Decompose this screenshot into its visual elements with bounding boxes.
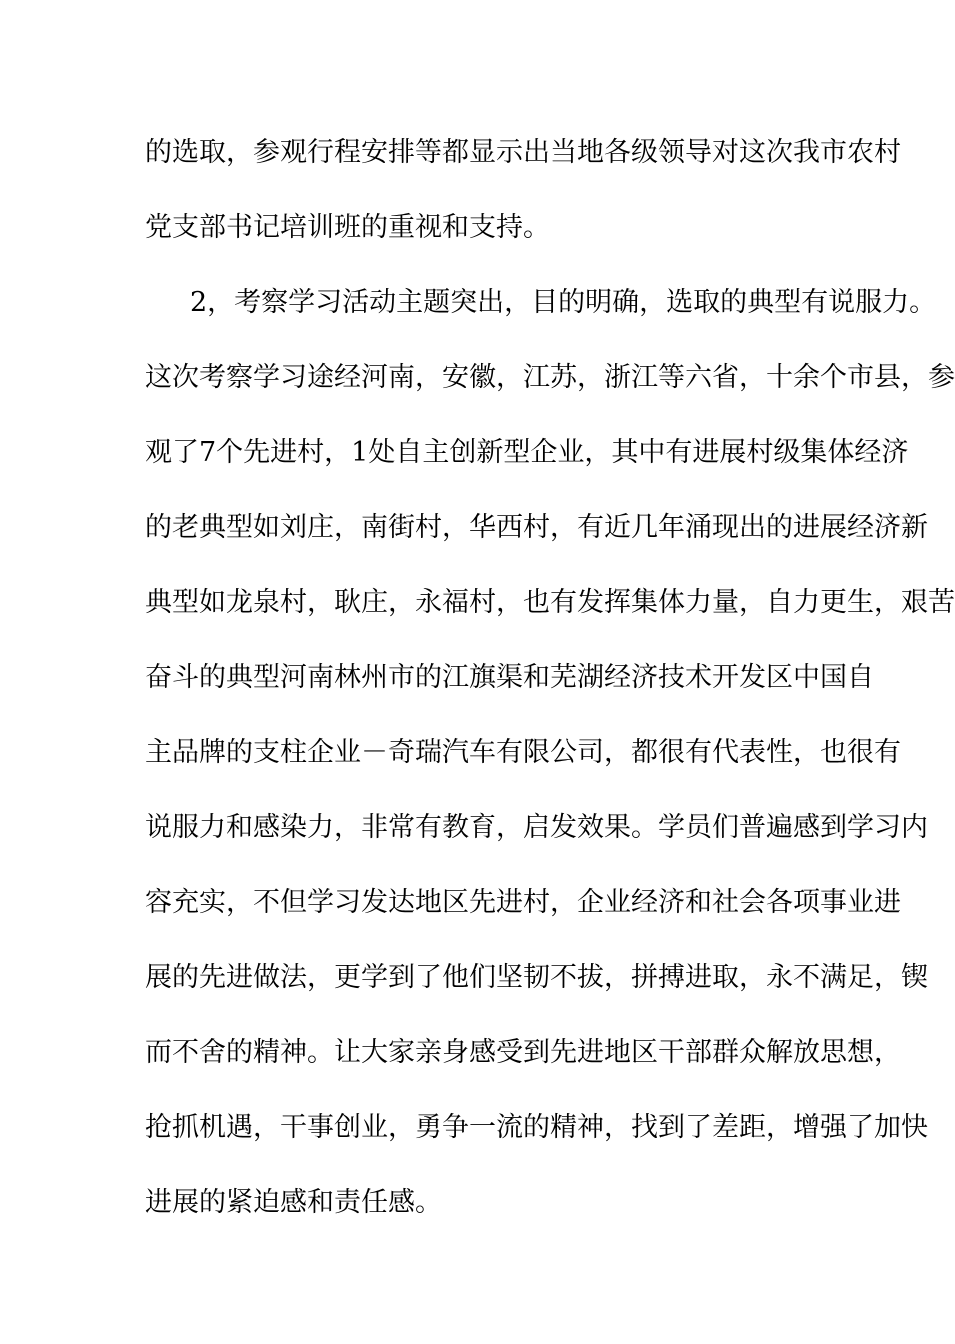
text-line: 展的先进做法，更学到了他们坚韧不拔，拼搏进取，永不满足，锲 [145, 962, 928, 993]
text-line: 抢抓机遇，干事创业，勇争一流的精神，找到了差距，增强了加快 [145, 1112, 928, 1143]
text-line: 的选取，参观行程安排等都显示出当地各级领导对这次我市农村 [145, 137, 901, 168]
text-line: 的老典型如刘庄，南街村，华西村，有近几年涌现出的进展经济新 [145, 512, 928, 543]
text-line: 典型如龙泉村，耿庄，永福村，也有发挥集体力量，自力更生，艰苦 [145, 587, 955, 618]
paragraph-heading: 2，考察学习活动主题突出，目的明确，选取的典型有说服力。 [190, 287, 937, 318]
text-line: 进展的紧迫感和责任感。 [145, 1187, 442, 1218]
text-line: 奋斗的典型河南林州市的江旗渠和芜湖经济技术开发区中国自 [145, 662, 874, 693]
text-line: 观了7个先进村，1处自主创新型企业，其中有进展村级集体经济 [145, 437, 909, 468]
text-line: 党支部书记培训班的重视和支持。 [145, 212, 550, 243]
text-line: 这次考察学习途经河南，安徽，江苏，浙江等六省，十余个市县，参 [145, 362, 955, 393]
text-line: 而不舍的精神。让大家亲身感受到先进地区干部群众解放思想， [145, 1037, 901, 1068]
text-line: 主品牌的支柱企业－奇瑞汽车有限公司，都很有代表性，也很有 [145, 737, 901, 768]
text-line: 说服力和感染力，非常有教育，启发效果。学员们普遍感到学习内 [145, 812, 928, 843]
text-line: 容充实，不但学习发达地区先进村，企业经济和社会各项事业进 [145, 887, 901, 918]
